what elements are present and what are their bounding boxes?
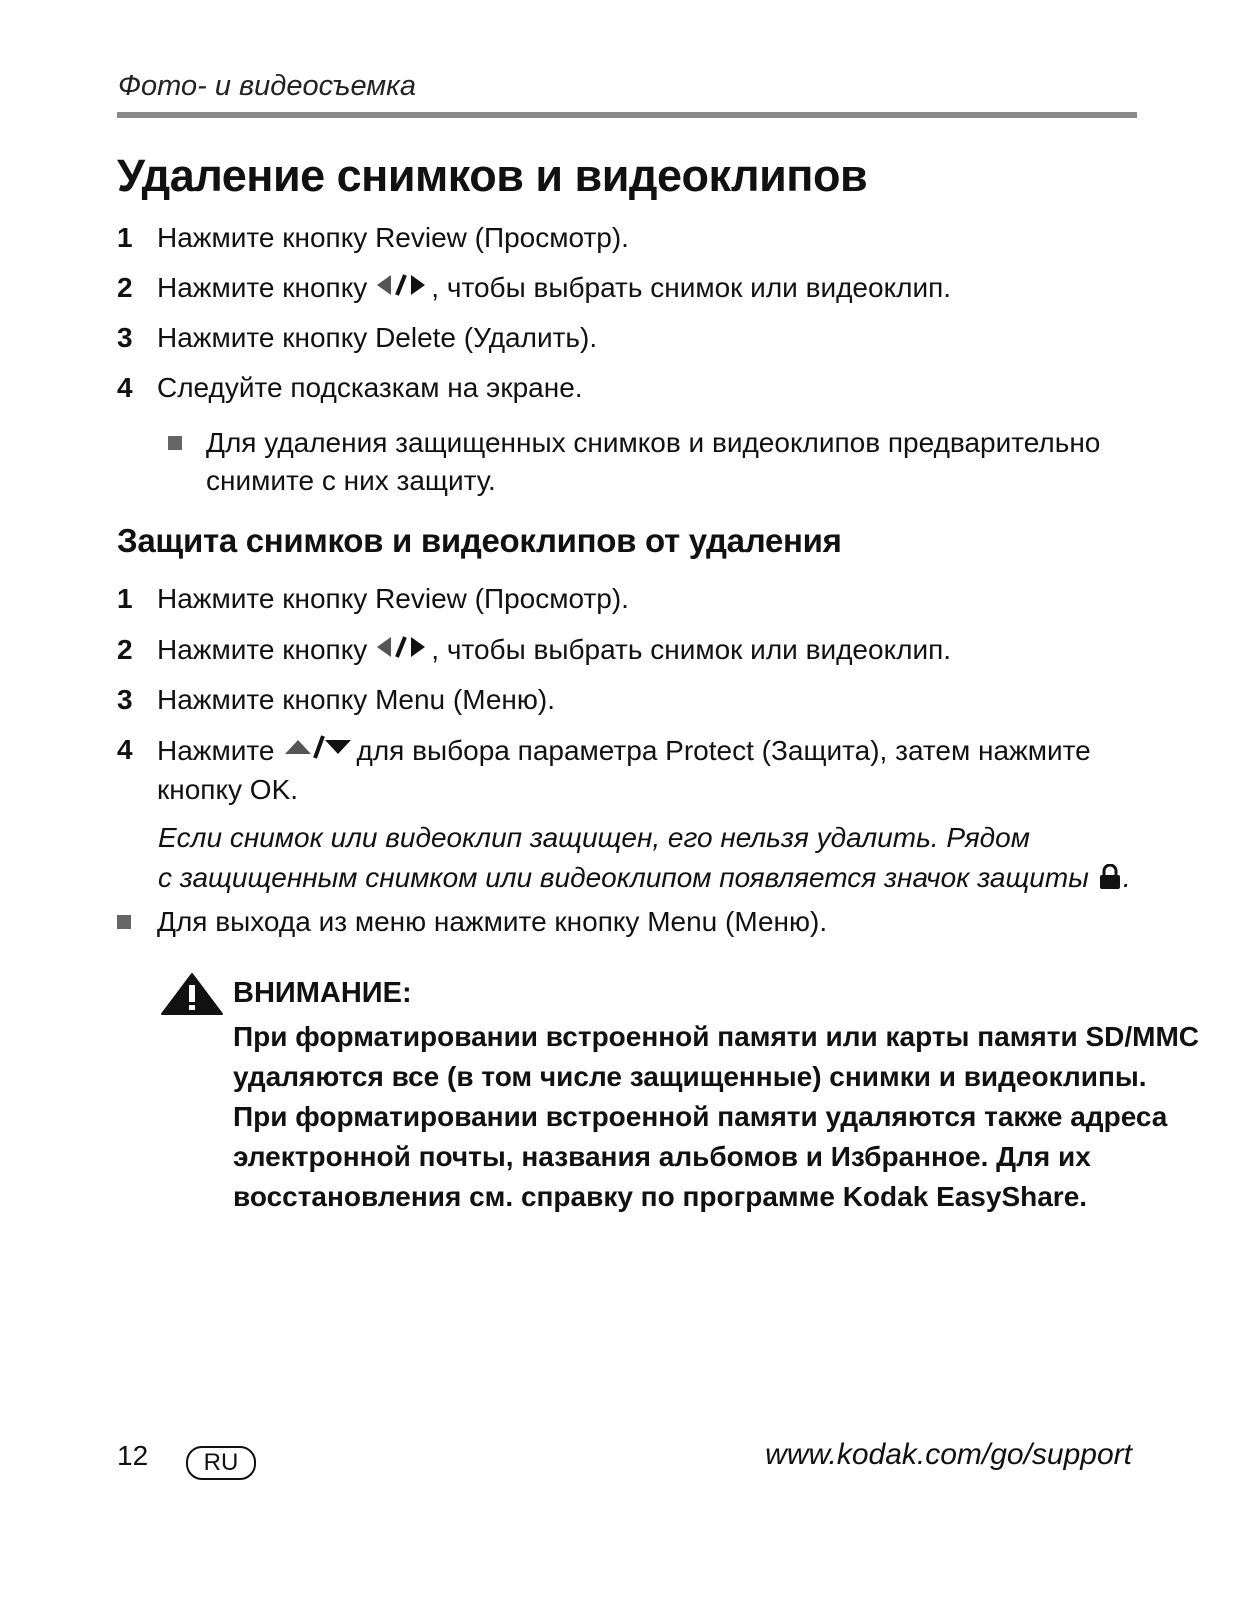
- bullet-square: [168, 436, 182, 450]
- caution-line: удаляются все (в том числе защищенные) снимки и видеоклипы.: [233, 1061, 1147, 1092]
- page-title: Удаление снимков и видеоклипов: [117, 150, 868, 201]
- caution-line: При форматировании встроенной памяти удаляются также адреса: [233, 1101, 1168, 1132]
- warning-icon: [160, 972, 224, 1021]
- note-line: Если снимок или видеоклип защищен, его нельзя удалить. Рядом: [158, 822, 1030, 853]
- step-text: Следуйте подсказкам на экране.: [157, 372, 583, 403]
- bullet-square: [117, 915, 131, 929]
- caution-line: электронной почты, названия альбомов и Избранное. Для их: [233, 1141, 1091, 1172]
- protect-note: [158, 818, 1131, 901]
- caution-line: При форматировании встроенной памяти или карты памяти SD/MMC: [233, 1021, 1200, 1052]
- step-number: 1: [117, 583, 133, 614]
- bullet-line: Для выхода из меню нажмите кнопку Menu (Меню).: [157, 906, 828, 937]
- note-period: .: [1122, 862, 1131, 893]
- step-number: 4: [117, 734, 133, 765]
- step-text-after: для выбора параметра Protect (Защита), затем нажмите: [356, 735, 1091, 766]
- caution-line: восстановления см. справку по программе Kodak EasyShare.: [233, 1181, 1088, 1212]
- caution-title: ВНИМАНИЕ:: [233, 977, 412, 1009]
- note-line: с защищенным снимком или видеоклипом появляется значок защиты: [158, 862, 1089, 893]
- protect-step-4-continued: [157, 774, 298, 806]
- step-text-after: , чтобы выбрать снимок или видеоклип.: [431, 272, 952, 303]
- step-text-before: Нажмите кнопку: [157, 272, 368, 303]
- step-number: 3: [117, 322, 133, 353]
- up-down-arrows-icon: [283, 734, 353, 767]
- step-text: Нажмите кнопку Review (Просмотр).: [157, 222, 629, 253]
- left-right-arrows-icon: [375, 272, 427, 304]
- step-number: 1: [117, 222, 133, 253]
- step-text: Нажмите кнопку Delete (Удалить).: [157, 322, 598, 353]
- step-text-line2: кнопку OK.: [157, 774, 299, 805]
- step-text-after: , чтобы выбрать снимок или видеоклип.: [431, 634, 952, 665]
- step-text: Нажмите кнопку Review (Просмотр).: [157, 583, 629, 614]
- step-number: 2: [117, 634, 133, 665]
- step-text-before: Нажмите кнопку: [157, 634, 368, 665]
- left-right-arrows-icon: [375, 634, 427, 666]
- lock-icon: [1099, 861, 1121, 901]
- section-title: Защита снимков и видеоклипов от удаления: [117, 522, 842, 559]
- caution-text: [233, 1017, 1200, 1217]
- bullet-line: снимите с них защиту.: [206, 465, 496, 496]
- step-number: 4: [117, 372, 133, 403]
- bullet-line: Для удаления защищенных снимков и видеоклипов предварительно: [206, 427, 1101, 458]
- section-header: Фото- и видеосъемка: [118, 70, 416, 102]
- page-number: 12: [117, 1440, 149, 1471]
- step-number: 2: [117, 272, 133, 303]
- header-divider: [117, 112, 1137, 118]
- step-number: 3: [117, 684, 133, 715]
- language-badge: RU: [186, 1446, 256, 1480]
- step-text-before: Нажмите: [157, 735, 275, 766]
- support-url[interactable]: www.kodak.com/go/support: [765, 1438, 1132, 1471]
- step-text: Нажмите кнопку Menu (Меню).: [157, 684, 555, 715]
